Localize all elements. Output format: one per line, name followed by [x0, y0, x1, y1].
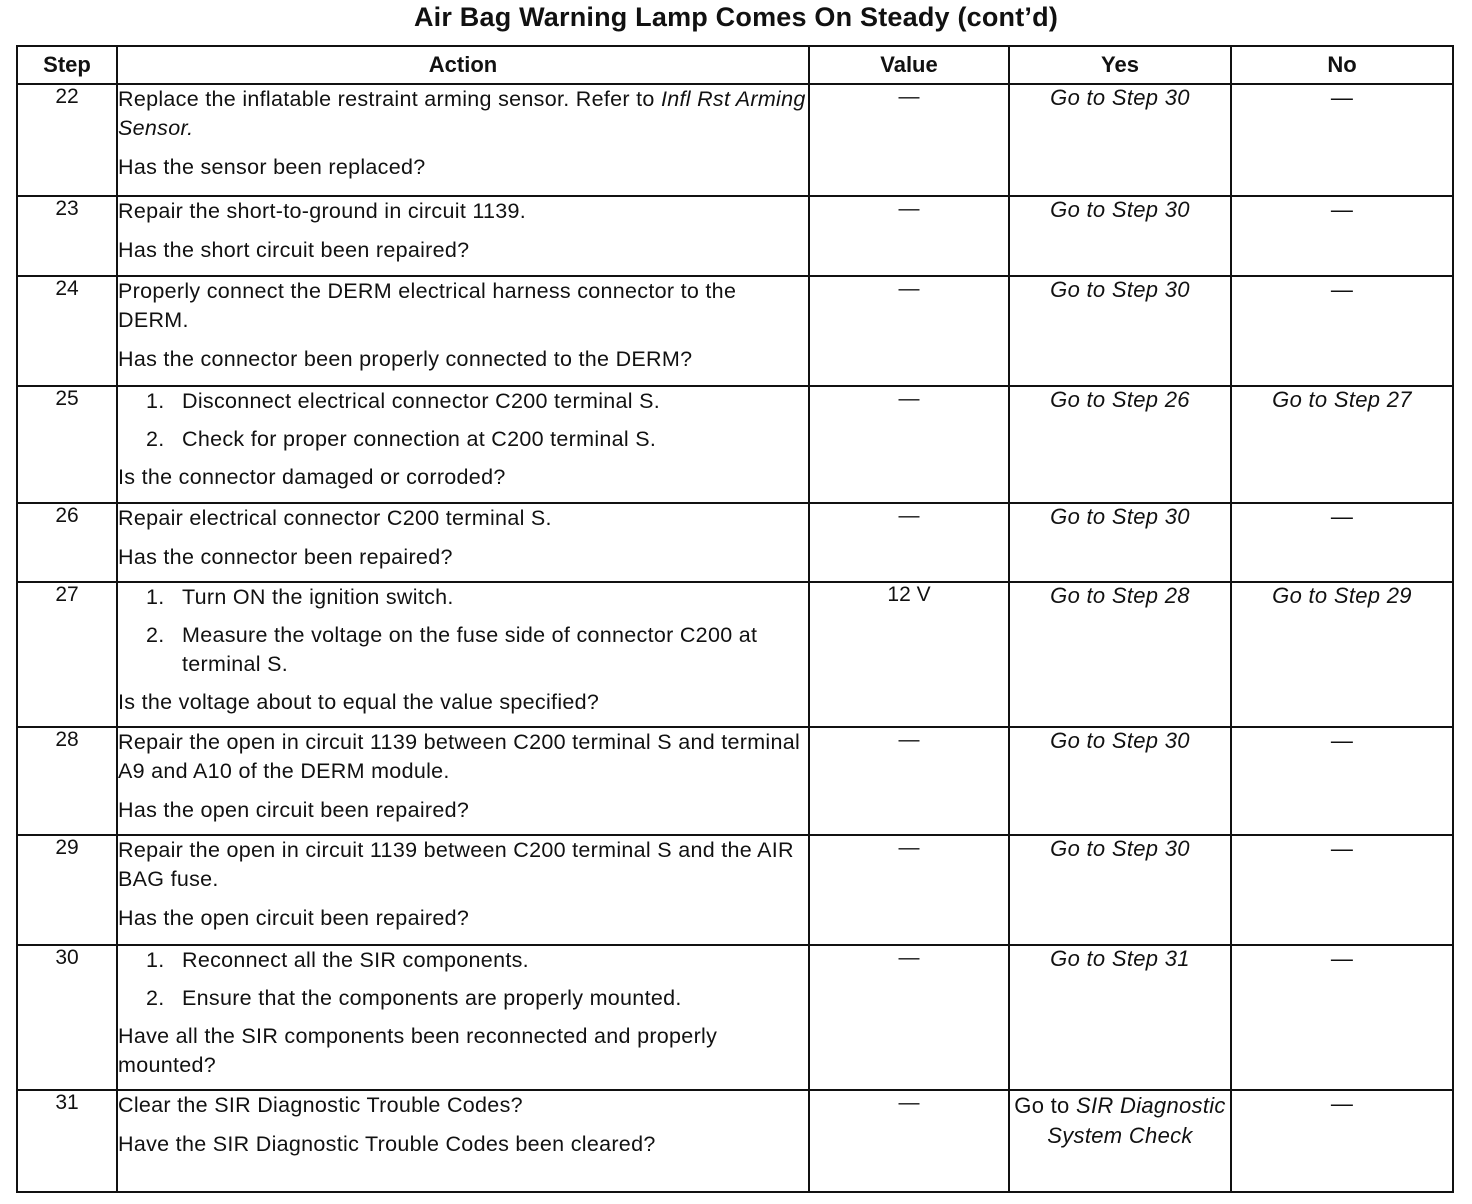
no-cell [1231, 945, 1453, 1090]
action-text-main: Replace the inflatable restraint arming sensor. Refer to [118, 87, 661, 111]
no-cell [1231, 1090, 1453, 1192]
value-cell: — [809, 945, 1009, 1090]
question-text: Has the open circuit been repaired? [118, 906, 470, 930]
step-number: 26 [17, 503, 117, 582]
yes-text: Go to [1014, 1093, 1077, 1118]
action-cell [117, 835, 809, 945]
dash: — [1330, 946, 1354, 971]
page-title: Air Bag Warning Lamp Comes On Steady (cont’d) [413, 2, 1059, 32]
action-cell [117, 196, 809, 276]
yes-cell: Go to Step 30 [1009, 276, 1231, 386]
table-row [17, 386, 1453, 503]
step-number: 25 [17, 386, 117, 503]
substep-text: Ensure that the components are properly mounted. [182, 986, 682, 1010]
table-row [17, 727, 1453, 835]
step-number: 22 [17, 84, 117, 196]
yes-cell: Go to Step 30 [1009, 503, 1231, 582]
yes-cell: Go to Step 30 [1009, 727, 1231, 835]
yes-cell: Go to Step 31 [1009, 945, 1231, 1090]
question-text: Is the connector damaged or corroded? [118, 465, 506, 489]
action-text: Repair electrical connector C200 terminal S. [118, 506, 552, 530]
value-cell: — [809, 503, 1009, 582]
no-cell [1231, 503, 1453, 582]
substep-text: Turn ON the ignition switch. [182, 585, 454, 609]
value-cell: — [809, 276, 1009, 386]
no-cell: Go to Step 29 [1231, 582, 1453, 727]
substep-item [118, 387, 808, 416]
substep-text: Reconnect all the SIR components. [182, 948, 529, 972]
action-text: Repair the open in circuit 1139 between C200 terminal S and the AIR BAG fuse. [118, 838, 794, 891]
step-number: 23 [17, 196, 117, 276]
step-number: 27 [17, 582, 117, 727]
table-row [17, 503, 1453, 582]
step-number: 29 [17, 835, 117, 945]
action-text: Properly connect the DERM electrical harness connector to the DERM. [118, 279, 737, 332]
no-cell: Go to Step 27 [1231, 386, 1453, 503]
action-text: Repair the short-to-ground in circuit 1139. [118, 199, 527, 223]
table-row [17, 945, 1453, 1090]
header-yes: Yes [1009, 46, 1231, 84]
yes-cell [1009, 1090, 1231, 1192]
header-step: Step [17, 46, 117, 84]
question-text: Has the short circuit been repaired? [118, 238, 470, 262]
yes-cell: Go to Step 30 [1009, 196, 1231, 276]
substep-item [118, 984, 808, 1013]
substep-text: Check for proper connection at C200 terminal S. [182, 427, 657, 451]
no-cell [1231, 276, 1453, 386]
no-cell [1231, 196, 1453, 276]
dash: — [1330, 728, 1354, 753]
value-cell: — [809, 386, 1009, 503]
action-cell [117, 276, 809, 386]
value-cell: — [809, 727, 1009, 835]
action-cell [117, 1090, 809, 1192]
action-text: Repair the open in circuit 1139 between C200 terminal S and terminal A9 and A10 of the DERM module. [118, 730, 801, 783]
action-cell [117, 582, 809, 727]
yes-reference [1010, 1091, 1230, 1151]
substep-list [118, 583, 808, 679]
dash: — [1330, 836, 1354, 861]
yes-cell: Go to Step 26 [1009, 386, 1231, 503]
header-row [17, 46, 1453, 84]
header-value: Value [809, 46, 1009, 84]
no-cell [1231, 727, 1453, 835]
substep-number: 2. [146, 427, 165, 451]
sir-diagnostic-check-link[interactable]: SIR Diagnostic System Check [1047, 1093, 1226, 1148]
substep-text: Measure the voltage on the fuse side of connector C200 at terminal S. [182, 623, 758, 676]
substep-text: Disconnect electrical connector C200 terminal S. [182, 389, 661, 413]
action-text [118, 85, 808, 143]
question-text: Is the voltage about to equal the value specified? [118, 690, 600, 714]
substep-list [118, 946, 808, 1013]
question-text: Has the sensor been replaced? [118, 155, 426, 179]
dash: — [1330, 504, 1354, 529]
substep-item [118, 425, 808, 454]
yes-cell: Go to Step 30 [1009, 84, 1231, 196]
substep-number: 1. [146, 389, 165, 413]
value-cell: — [809, 1090, 1009, 1192]
value-cell: — [809, 84, 1009, 196]
step-number: 28 [17, 727, 117, 835]
header-no: No [1231, 46, 1453, 84]
dash: — [1330, 197, 1354, 222]
action-cell [117, 84, 809, 196]
table-row [17, 196, 1453, 276]
step-number: 30 [17, 945, 117, 1090]
dash: — [1330, 85, 1354, 110]
no-cell [1231, 84, 1453, 196]
header-action: Action [117, 46, 809, 84]
action-cell [117, 945, 809, 1090]
value-cell: — [809, 196, 1009, 276]
question-text: Has the connector been properly connected to the DERM? [118, 347, 693, 371]
substep-number: 1. [146, 948, 165, 972]
value-cell: — [809, 835, 1009, 945]
yes-cell: Go to Step 28 [1009, 582, 1231, 727]
value-cell: 12 V [809, 582, 1009, 727]
no-cell [1231, 835, 1453, 945]
substep-list [118, 387, 808, 454]
table-row [17, 276, 1453, 386]
question-text: Has the connector been repaired? [118, 545, 453, 569]
action-cell [117, 727, 809, 835]
step-number: 31 [17, 1090, 117, 1192]
question-text: Has the open circuit been repaired? [118, 798, 470, 822]
substep-item [118, 621, 808, 679]
substep-number: 1. [146, 585, 165, 609]
step-number: 24 [17, 276, 117, 386]
table-row [17, 582, 1453, 727]
dash: — [1330, 277, 1354, 302]
question-text: Have all the SIR components been reconnected and properly mounted? [118, 1024, 718, 1077]
question-text: Have the SIR Diagnostic Trouble Codes been cleared? [118, 1132, 656, 1156]
dash: — [1330, 1091, 1354, 1116]
action-cell [117, 503, 809, 582]
reference-link[interactable]: Infl Rst Arming Sensor. [118, 87, 806, 140]
table-row [17, 84, 1453, 196]
substep-item [118, 583, 808, 612]
table-row [17, 1090, 1453, 1192]
action-text: Clear the SIR Diagnostic Trouble Codes? [118, 1093, 523, 1117]
substep-number: 2. [146, 623, 165, 647]
yes-cell: Go to Step 30 [1009, 835, 1231, 945]
substep-item [118, 946, 808, 975]
diagnostic-table [16, 45, 1454, 1193]
substep-number: 2. [146, 986, 165, 1010]
action-cell [117, 386, 809, 503]
table-row [17, 835, 1453, 945]
